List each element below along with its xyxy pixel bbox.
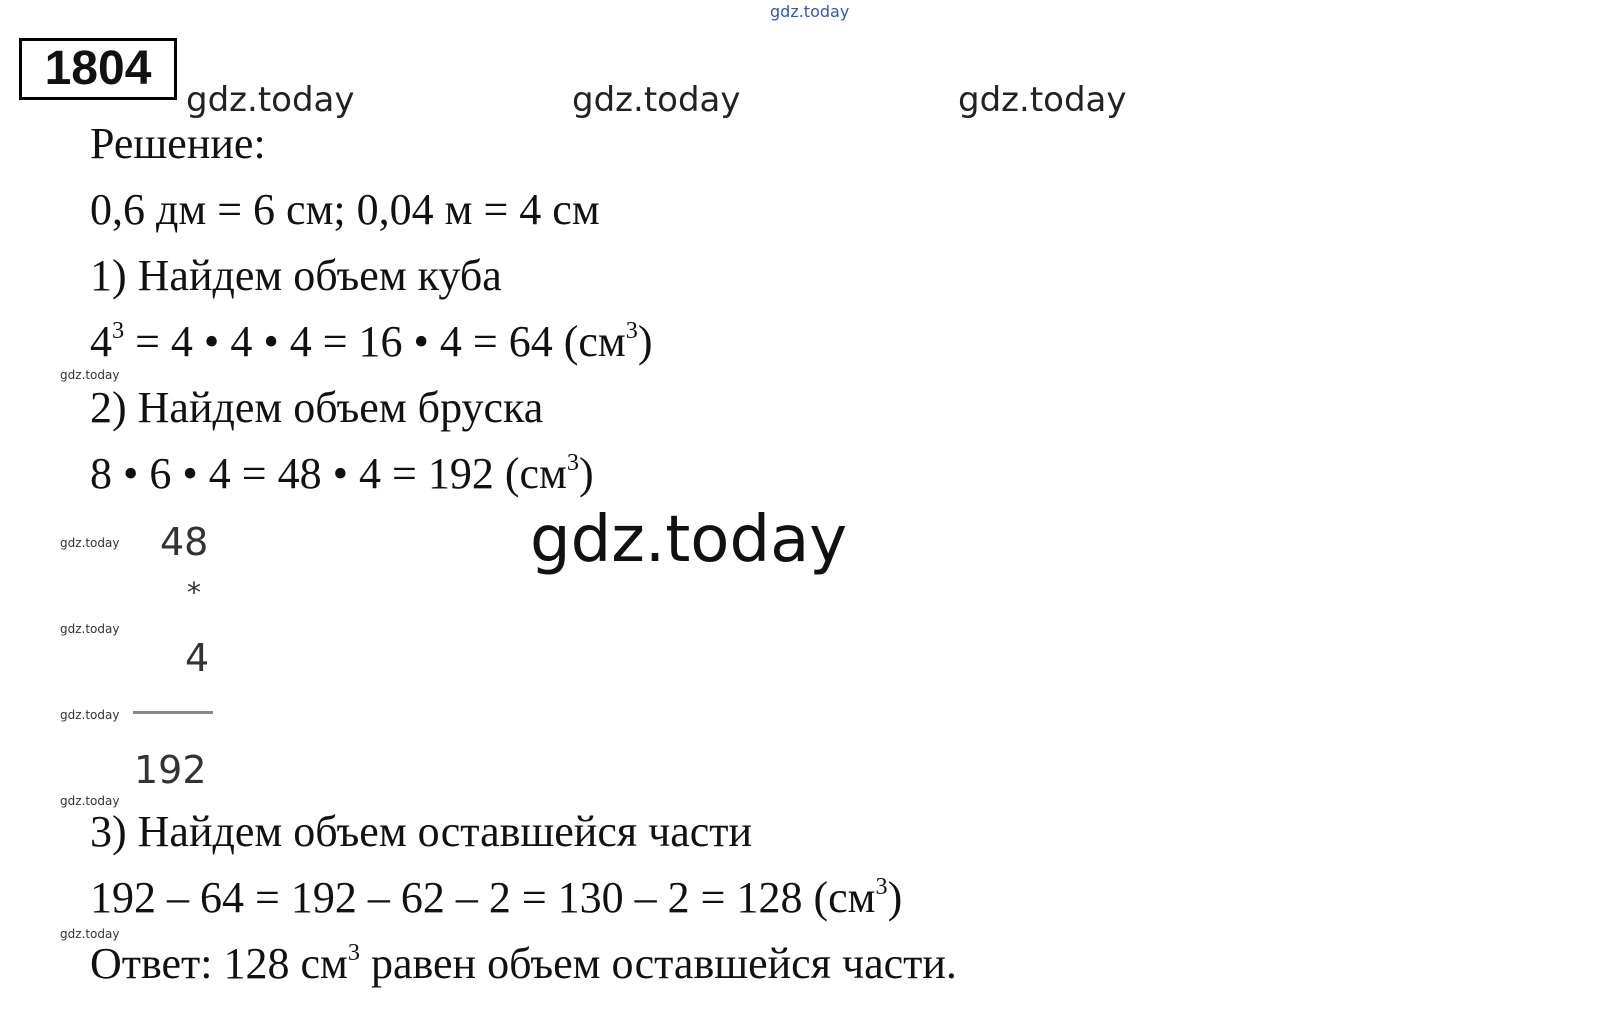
step2-title: 2) Найдем объем бруска	[90, 383, 544, 432]
step3-unit-power: 3	[875, 872, 888, 900]
watermark-side-5: gdz.today	[60, 794, 120, 808]
step2-expr: 8 • 6 • 4 = 48 • 4 = 192 (см	[90, 449, 567, 498]
step1-expr: = 4 • 4 • 4 = 16 • 4 = 64 (см	[124, 317, 626, 366]
unit-conversion: 0,6 дм = 6 см; 0,04 м = 4 см	[90, 185, 600, 234]
step3-close: )	[887, 873, 903, 922]
answer-unit-power: 3	[347, 938, 360, 966]
watermark-side-1: gdz.today	[60, 368, 120, 382]
step1-title: 1) Найдем объем куба	[90, 251, 502, 300]
step3-expr: 192 – 64 = 192 – 62 – 2 = 130 – 2 = 128 (см	[90, 873, 876, 922]
step1-unit-power: 3	[625, 316, 638, 344]
column-top: 48	[160, 520, 209, 564]
step1-expression	[90, 316, 653, 366]
answer-line	[90, 938, 957, 988]
column-result: 192	[134, 748, 207, 792]
column-operator: *	[187, 576, 201, 609]
watermark-side-3: gdz.today	[60, 622, 120, 636]
watermark-center: gdz.today	[530, 503, 848, 577]
watermark-header-1: gdz.today	[186, 80, 355, 120]
watermark-side-2: gdz.today	[60, 536, 120, 550]
watermark-header-3: gdz.today	[958, 80, 1127, 120]
answer-end: равен объем оставшейся части.	[359, 939, 957, 988]
watermark-side-4: gdz.today	[60, 708, 120, 722]
step3-title: 3) Найдем объем оставшейся части	[90, 807, 753, 856]
step1-close: )	[637, 317, 653, 366]
watermark-header-2: gdz.today	[572, 80, 741, 120]
step3-expression	[90, 872, 903, 922]
watermark-top: gdz.today	[770, 2, 850, 21]
step2-expression	[90, 448, 594, 498]
step2-unit-power: 3	[566, 448, 579, 476]
answer-start: Ответ: 128 см	[90, 939, 348, 988]
column-bottom: 4	[185, 636, 210, 680]
solution-heading: Решение:	[90, 119, 266, 168]
step2-close: )	[578, 449, 594, 498]
column-rule	[133, 711, 213, 714]
step1-power: 3	[112, 316, 125, 344]
watermark-side-6: gdz.today	[60, 927, 120, 941]
problem-number: 1804	[19, 38, 177, 100]
step1-base: 4	[90, 317, 112, 366]
